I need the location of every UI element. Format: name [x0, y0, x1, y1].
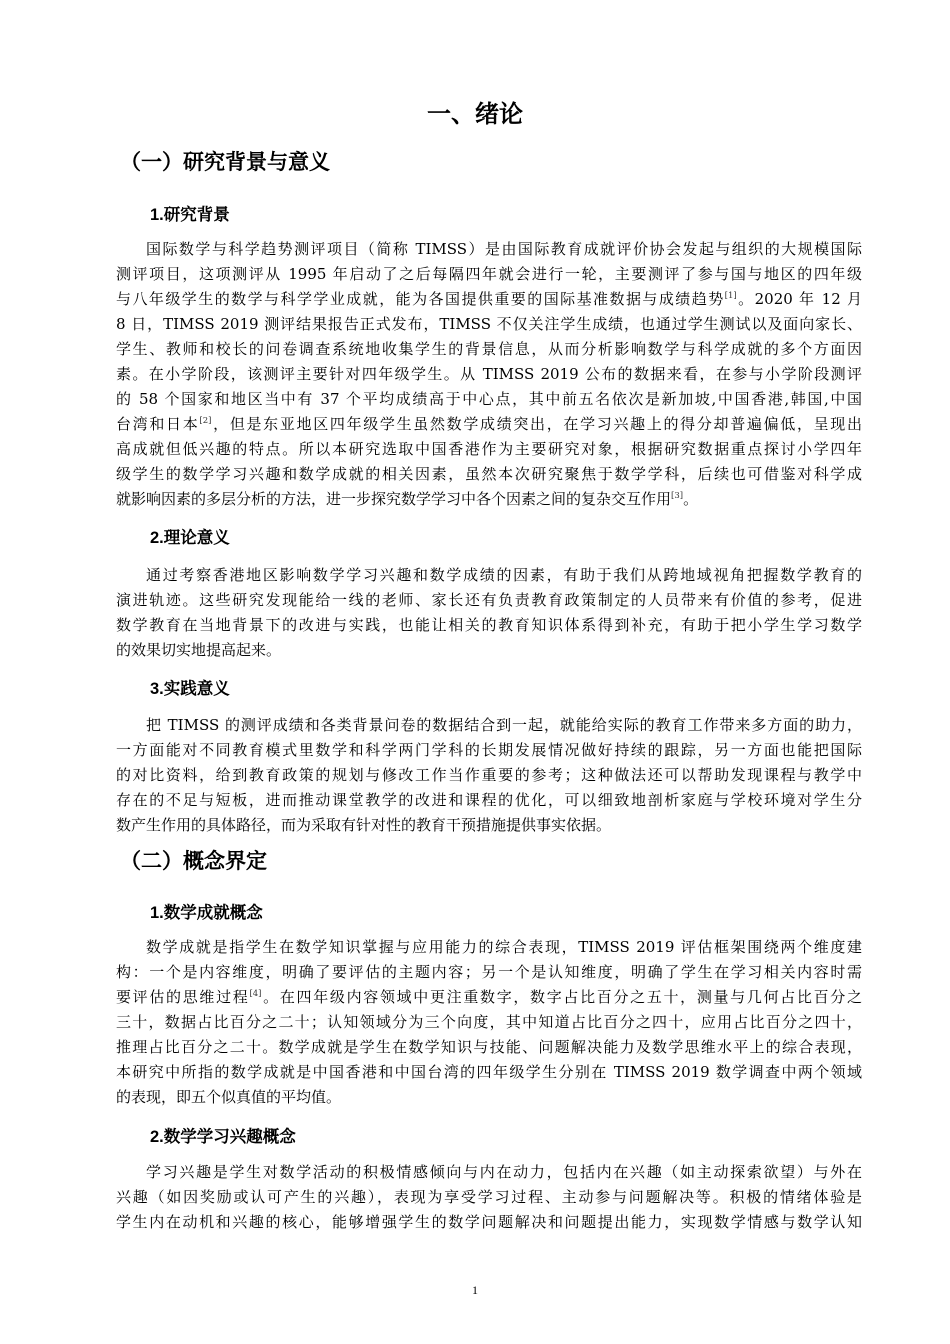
citation-marker[interactable]: [3] [671, 491, 684, 501]
text-line: 级学生的数学学习兴趣和数学成就的相关因素，虽然本次研究聚焦于数学学科，后续也可借鉴对科学成 [116, 465, 862, 483]
text-line: 把 TIMSS 的测评成绩和各类背景问卷的数据结合到一起，就能给实际的教育工作带来多方面的助力， [146, 716, 862, 734]
text-line: 演进轨迹。这些研究发现能给一线的老师、家长还有负责教育政策制定的人员带来有价值的参考，促进 [116, 591, 862, 609]
text-line: 数产生作用的具体路径，而为采取有针对性的教育干预措施提供事实依据。 [116, 816, 612, 834]
text-line: 学生内在动机和兴趣的核心，能够增强学生的数学问题解决和问题提出能力，实现数学情感与数学认知 [116, 1213, 862, 1231]
text-line: 台湾和日本[2]，但是东亚地区四年级学生虽然数学成绩突出，在学习兴趣上的得分却普遍偏低，呈现出 [116, 415, 862, 433]
paragraph-math-achievement [116, 935, 862, 1110]
section-heading-concepts: （二）概念界定 [120, 850, 267, 873]
paragraph-practical-significance [116, 713, 862, 838]
text-line: 的效果切实地提高起来。 [116, 641, 282, 659]
text-line: 本研究中所指的数学成就是中国香港和中国台湾的四年级学生分别在 TIMSS 2019 数学调查中两个领域 [116, 1063, 862, 1081]
subsection-heading-research-background: 1.研究背景 [150, 206, 230, 224]
text-line: 数学成就是指学生在数学知识掌握与应用能力的综合表现，TIMSS 2019 评估框架围绕两个维度建 [146, 938, 862, 956]
text-line: 存在的不足与短板，进而推动课堂教学的改进和课程的优化，可以细致地剖析家庭与学校环境对学生分 [116, 791, 862, 809]
text-line: 国际数学与科学趋势测评项目（简称 TIMSS）是由国际教育成就评价协会发起与组织的大规模国际 [146, 240, 862, 258]
chapter-title: 一、绪论 [427, 101, 523, 128]
text-line: 三十，数据占比百分之二十；认知领域分为三个向度，其中知道占比百分之四十，应用占比百分之四十， [116, 1013, 862, 1031]
citation-marker[interactable]: [1] [724, 291, 737, 301]
text-line: 一方面能对不同教育模式里数学和科学两门学科的长期发展情况做好持续的跟踪，另一方面也能把国际 [116, 741, 862, 759]
text-line: 兴趣（如因奖励或认可产生的兴趣），表现为享受学习过程、主动参与问题解决等。积极的情绪体验是 [116, 1188, 862, 1206]
text-line: 的表现，即五个似真值的平均值。 [116, 1088, 342, 1106]
text-line: 8 日，TIMSS 2019 测评结果报告正式发布，TIMSS 不仅关注学生成绩，也通过学生测试以及面向家长、 [116, 315, 862, 333]
text-line: 推理占比百分之二十。数学成就是学生在数学知识与技能、问题解决能力及数学思维水平上的综合表现， [116, 1038, 862, 1056]
section-heading-background: （一）研究背景与意义 [120, 151, 330, 174]
paragraph-math-interest [116, 1160, 862, 1235]
text-line: 要评估的思维过程[4]。在四年级内容领域中更注重数字，数字占比百分之五十，测量与几何占比百分之 [116, 988, 862, 1006]
text-line: 通过考察香港地区影响数学学习兴趣和数学成绩的因素，有助于我们从跨地域视角把握数学教育的 [146, 566, 862, 584]
subsection-heading-practical-significance: 3.实践意义 [150, 680, 230, 698]
subsection-heading-math-achievement: 1.数学成就概念 [150, 904, 263, 922]
citation-marker[interactable]: [2] [199, 416, 212, 426]
text-line: 构：一个是内容维度，明确了要评估的主题内容；另一个是认知维度，明确了学生在学习相关内容时需 [116, 963, 862, 981]
text-line: 的对比资料，给到教育政策的规划与修改工作当作重要的参考；这种做法还可以帮助发现课程与教学中 [116, 766, 862, 784]
text-line: 学生、教师和校长的问卷调查系统地收集学生的背景信息，从而分析影响数学与科学成就的多个方面因 [116, 340, 862, 358]
citation-marker[interactable]: [4] [249, 989, 262, 999]
paragraph-theoretical-significance [116, 563, 862, 663]
text-line: 测评项目，这项测评从 1995 年启动了之后每隔四年就会进行一轮，主要测评了参与国与地区的四年级 [116, 265, 862, 283]
text-line: 就影响因素的多层分析的方法，进一步探究数学学习中各个因素之间的复杂交互作用[3]。 [116, 490, 699, 508]
text-line: 的 58 个国家和地区当中有 37 个平均成绩高于中心点，其中前五名依次是新加坡,中国香港,韩国,中国 [116, 390, 862, 408]
subsection-heading-theoretical-significance: 2.理论意义 [150, 529, 230, 547]
paragraph-research-background [116, 237, 862, 512]
text-line: 学习兴趣是学生对数学活动的积极情感倾向与内在动力，包括内在兴趣（如主动探索欲望）与外在 [146, 1163, 862, 1181]
subsection-heading-math-interest: 2.数学学习兴趣概念 [150, 1128, 296, 1146]
page-number: 1 [472, 1283, 478, 1297]
text-line: 高成就但低兴趣的特点。所以本研究选取中国香港作为主要研究对象，根据研究数据重点探讨小学四年 [116, 440, 862, 458]
text-line: 素。在小学阶段，该测评主要针对四年级学生。从 TIMSS 2019 公布的数据来看，在参与小学阶段测评 [116, 365, 862, 383]
text-line: 数学教育在当地背景下的改进与实践，也能让相关的教育知识体系得到补充，有助于把小学生学习数学 [116, 616, 862, 634]
text-line: 与八年级学生的数学与科学学业成就，能为各国提供重要的国际基准数据与成绩趋势[1]。2020 年 12 月 [116, 290, 862, 308]
